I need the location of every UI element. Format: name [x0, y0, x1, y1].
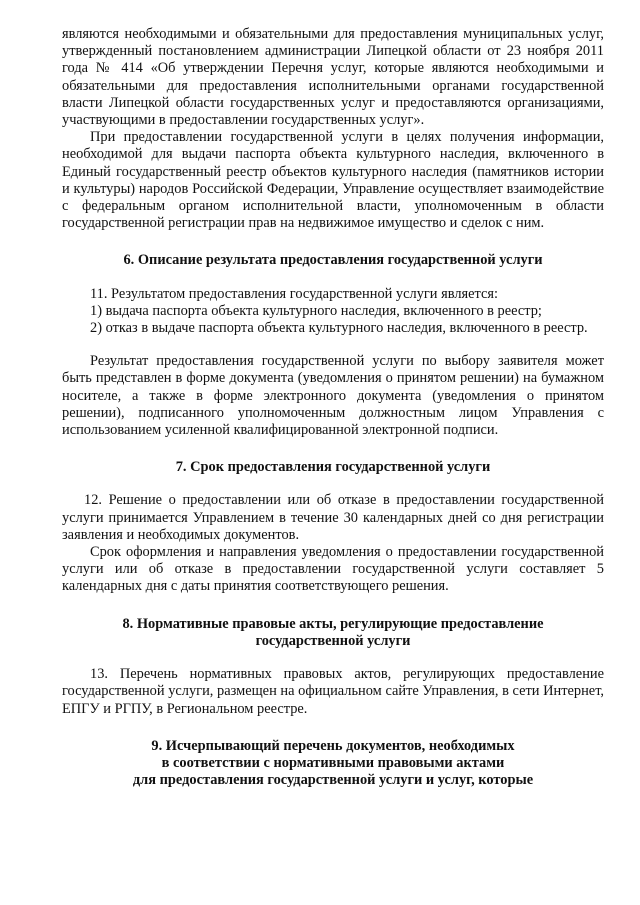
result-item-1: 1) выдача паспорта объекта культурного наследия, включенного в реестр;	[90, 302, 542, 319]
section-9-heading-line-2: в соответствии с нормативными правовыми актами	[161, 754, 505, 771]
section-8-heading-line-1: 8. Нормативные правовые акты, регулирующие предоставление	[122, 615, 544, 632]
paragraph-term: Срок оформления и направления уведомления о предоставлении государственной услуги или об отказе в предоставлении государственной услуги составляет 5 календарных дня с даты принятия соответствующего решения.	[62, 544, 604, 595]
paragraph-12: 12. Решение о предоставлении или об отказе в предоставлении государственной услуги принимается Управлением в течение 30 календарных дней со дня регистрации заявления и необходимых документов.	[62, 492, 604, 543]
section-8-heading	[62, 616, 604, 650]
section-8-heading-line-2: государственной услуги	[255, 632, 411, 649]
paragraph-result-form: Результат предоставления государственной услуги по выбору заявителя может быть представлен в форме документа (уведомления о принятом решении) на бумажном носителе, а также в форме электронного документа (уведомления о принятом решении), подписанного уполномоченным должностным лицом Управления с использованием усиленной квалифицированной электронной подписи.	[62, 353, 604, 439]
section-6-heading: 6. Описание результата предоставления государственной услуги	[123, 252, 543, 269]
section-7-heading: 7. Срок предоставления государственной услуги	[175, 459, 491, 476]
section-9-heading-line-1: 9. Исчерпывающий перечень документов, необходимых	[151, 737, 515, 754]
paragraph-intro: являются необходимыми и обязательными для предоставления муниципальных услуг, утвержденный постановлением администрации Липецкой области от 23 ноября 2011 года № 414 «Об утверждении Перечня услуг, которые являются необходимыми и обязательными для предоставления исполнительными органами государственной власти Липецкой области государственных услуг и предоставляются организациями, участвующими в предоставлении государственных услуг».	[62, 26, 604, 129]
section-9-heading	[62, 738, 604, 790]
paragraph-11: 11. Результатом предоставления государственной услуги является:	[90, 285, 498, 302]
paragraph-interaction: При предоставлении государственной услуги в целях получения информации, необходимой для выдачи паспорта объекта культурного наследия, включенного в Единый государственный реестр объектов культурного наследия (памятников истории и культуры) народов Российской Федерации, Управление осуществляет взаимодействие с федеральным органом исполнительной власти, уполномоченным в области государственной регистрации прав на недвижимое имущество и сделок с ним.	[62, 129, 604, 232]
section-9-heading-line-3: для предоставления государственной услуги и услуг, которые	[132, 772, 534, 789]
result-item-2: 2) отказ в выдаче паспорта объекта культурного наследия, включенного в реестр.	[90, 320, 588, 337]
paragraph-13: 13. Перечень нормативных правовых актов, регулирующих предоставление государственной услуги, размещен на официальном сайте Управления, в сети Интернет, ЕПГУ и РГПУ, в Региональном реестре.	[62, 666, 604, 717]
